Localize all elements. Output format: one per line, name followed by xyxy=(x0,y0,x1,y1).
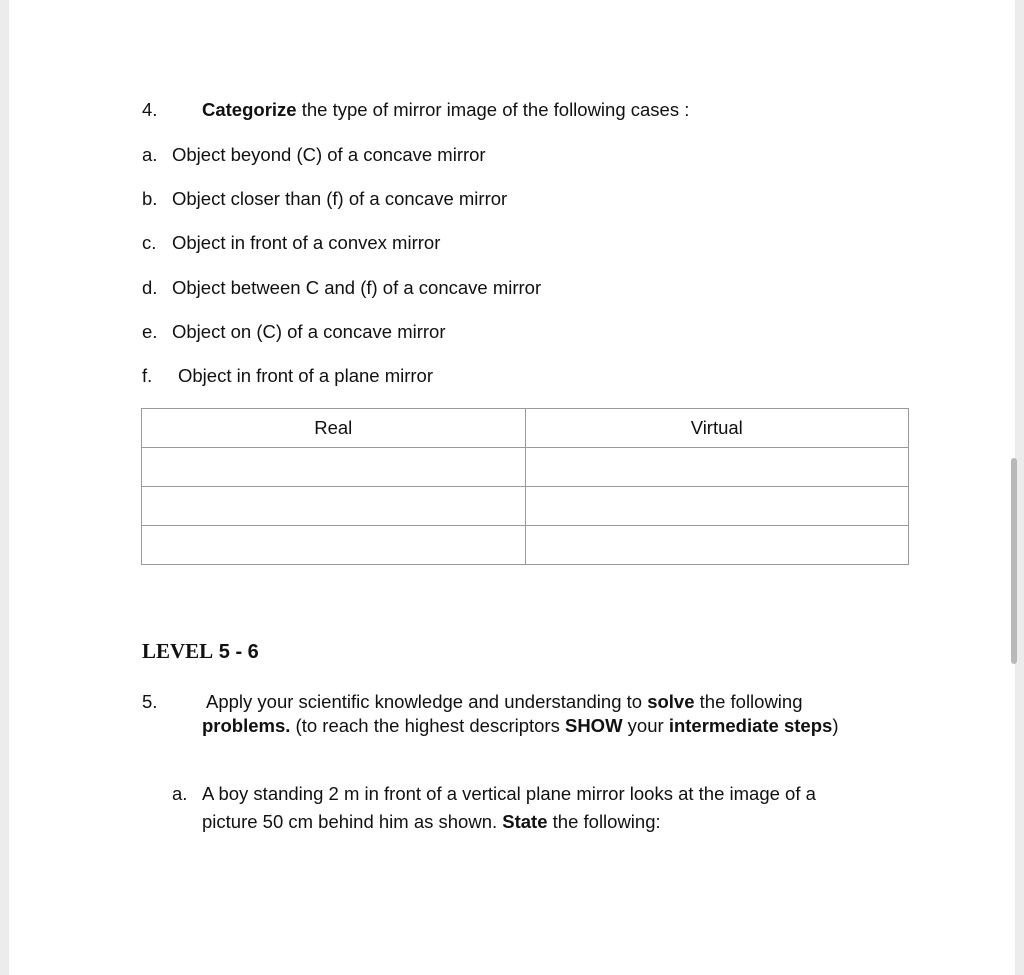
question-4-prompt xyxy=(202,98,689,122)
item-text-b: Object closer than (f) of a concave mirror xyxy=(172,188,508,209)
answer-cell-virtual[interactable] xyxy=(525,526,909,565)
question-4-verb: Categorize xyxy=(202,99,297,120)
item-text-a: Object beyond (C) of a concave mirror xyxy=(172,144,486,165)
question-4-number: 4. xyxy=(142,99,158,120)
question-5-bold-show: SHOW xyxy=(564,715,623,736)
item-marker-e: e. xyxy=(142,321,158,342)
item-text-d: Object between C and (f) of a concave mirror xyxy=(172,277,542,298)
item-marker-b: b. xyxy=(142,188,158,209)
question-5-text: your xyxy=(622,715,669,736)
question-5-text: Apply your scientific knowledge and understanding to xyxy=(206,691,648,712)
question-5-number: 5. xyxy=(142,691,158,712)
item-marker-f: f. xyxy=(142,365,153,386)
item-text-f: Object in front of a plane mirror xyxy=(178,365,433,386)
level-range: 5 - 6 xyxy=(213,641,259,663)
answer-cell-virtual[interactable] xyxy=(525,487,909,526)
question-5-bold-intermediate-steps: intermediate steps xyxy=(668,715,833,736)
sub-item-a-line-1: A boy standing 2 m in front of a vertical plane mirror looks at the image of a xyxy=(202,783,816,804)
question-5-text: ) xyxy=(832,715,839,736)
question-5-bold-problems: problems. xyxy=(202,715,291,736)
answer-cell-real[interactable] xyxy=(142,448,526,487)
item-marker-d: d. xyxy=(142,277,158,298)
question-5-bold-solve: solve xyxy=(647,691,695,712)
header-virtual: Virtual xyxy=(525,409,909,448)
question-5-text: (to reach the highest descriptors xyxy=(290,715,565,736)
level-word: LEVEL xyxy=(142,639,214,663)
header-real: Real xyxy=(142,409,526,448)
item-marker-c: c. xyxy=(142,232,157,253)
item-text-c: Object in front of a convex mirror xyxy=(172,232,441,253)
table-row xyxy=(142,487,909,526)
question-5-line-1 xyxy=(206,690,803,714)
level-heading xyxy=(142,638,259,665)
vertical-scrollbar[interactable] xyxy=(1011,458,1017,664)
sub-item-a-line-2 xyxy=(202,810,661,834)
sub-item-a-text: the following: xyxy=(547,811,661,832)
real-virtual-table xyxy=(141,408,909,565)
table-row xyxy=(142,448,909,487)
question-5-line-2 xyxy=(202,714,838,738)
answer-cell-real[interactable] xyxy=(142,487,526,526)
sub-item-marker-a: a. xyxy=(172,783,188,804)
answer-cell-virtual[interactable] xyxy=(525,448,909,487)
table-row xyxy=(142,526,909,565)
answer-cell-real[interactable] xyxy=(142,526,526,565)
sub-item-a-text: picture 50 cm behind him as shown. xyxy=(202,811,503,832)
item-marker-a: a. xyxy=(142,144,158,165)
sub-item-a-bold-state: State xyxy=(502,811,548,832)
table-header-row xyxy=(142,409,909,448)
question-4-prompt-text: the type of mirror image of the following cases : xyxy=(296,99,690,120)
item-text-e: Object on (C) of a concave mirror xyxy=(172,321,446,342)
question-5-text: the following xyxy=(694,691,803,712)
